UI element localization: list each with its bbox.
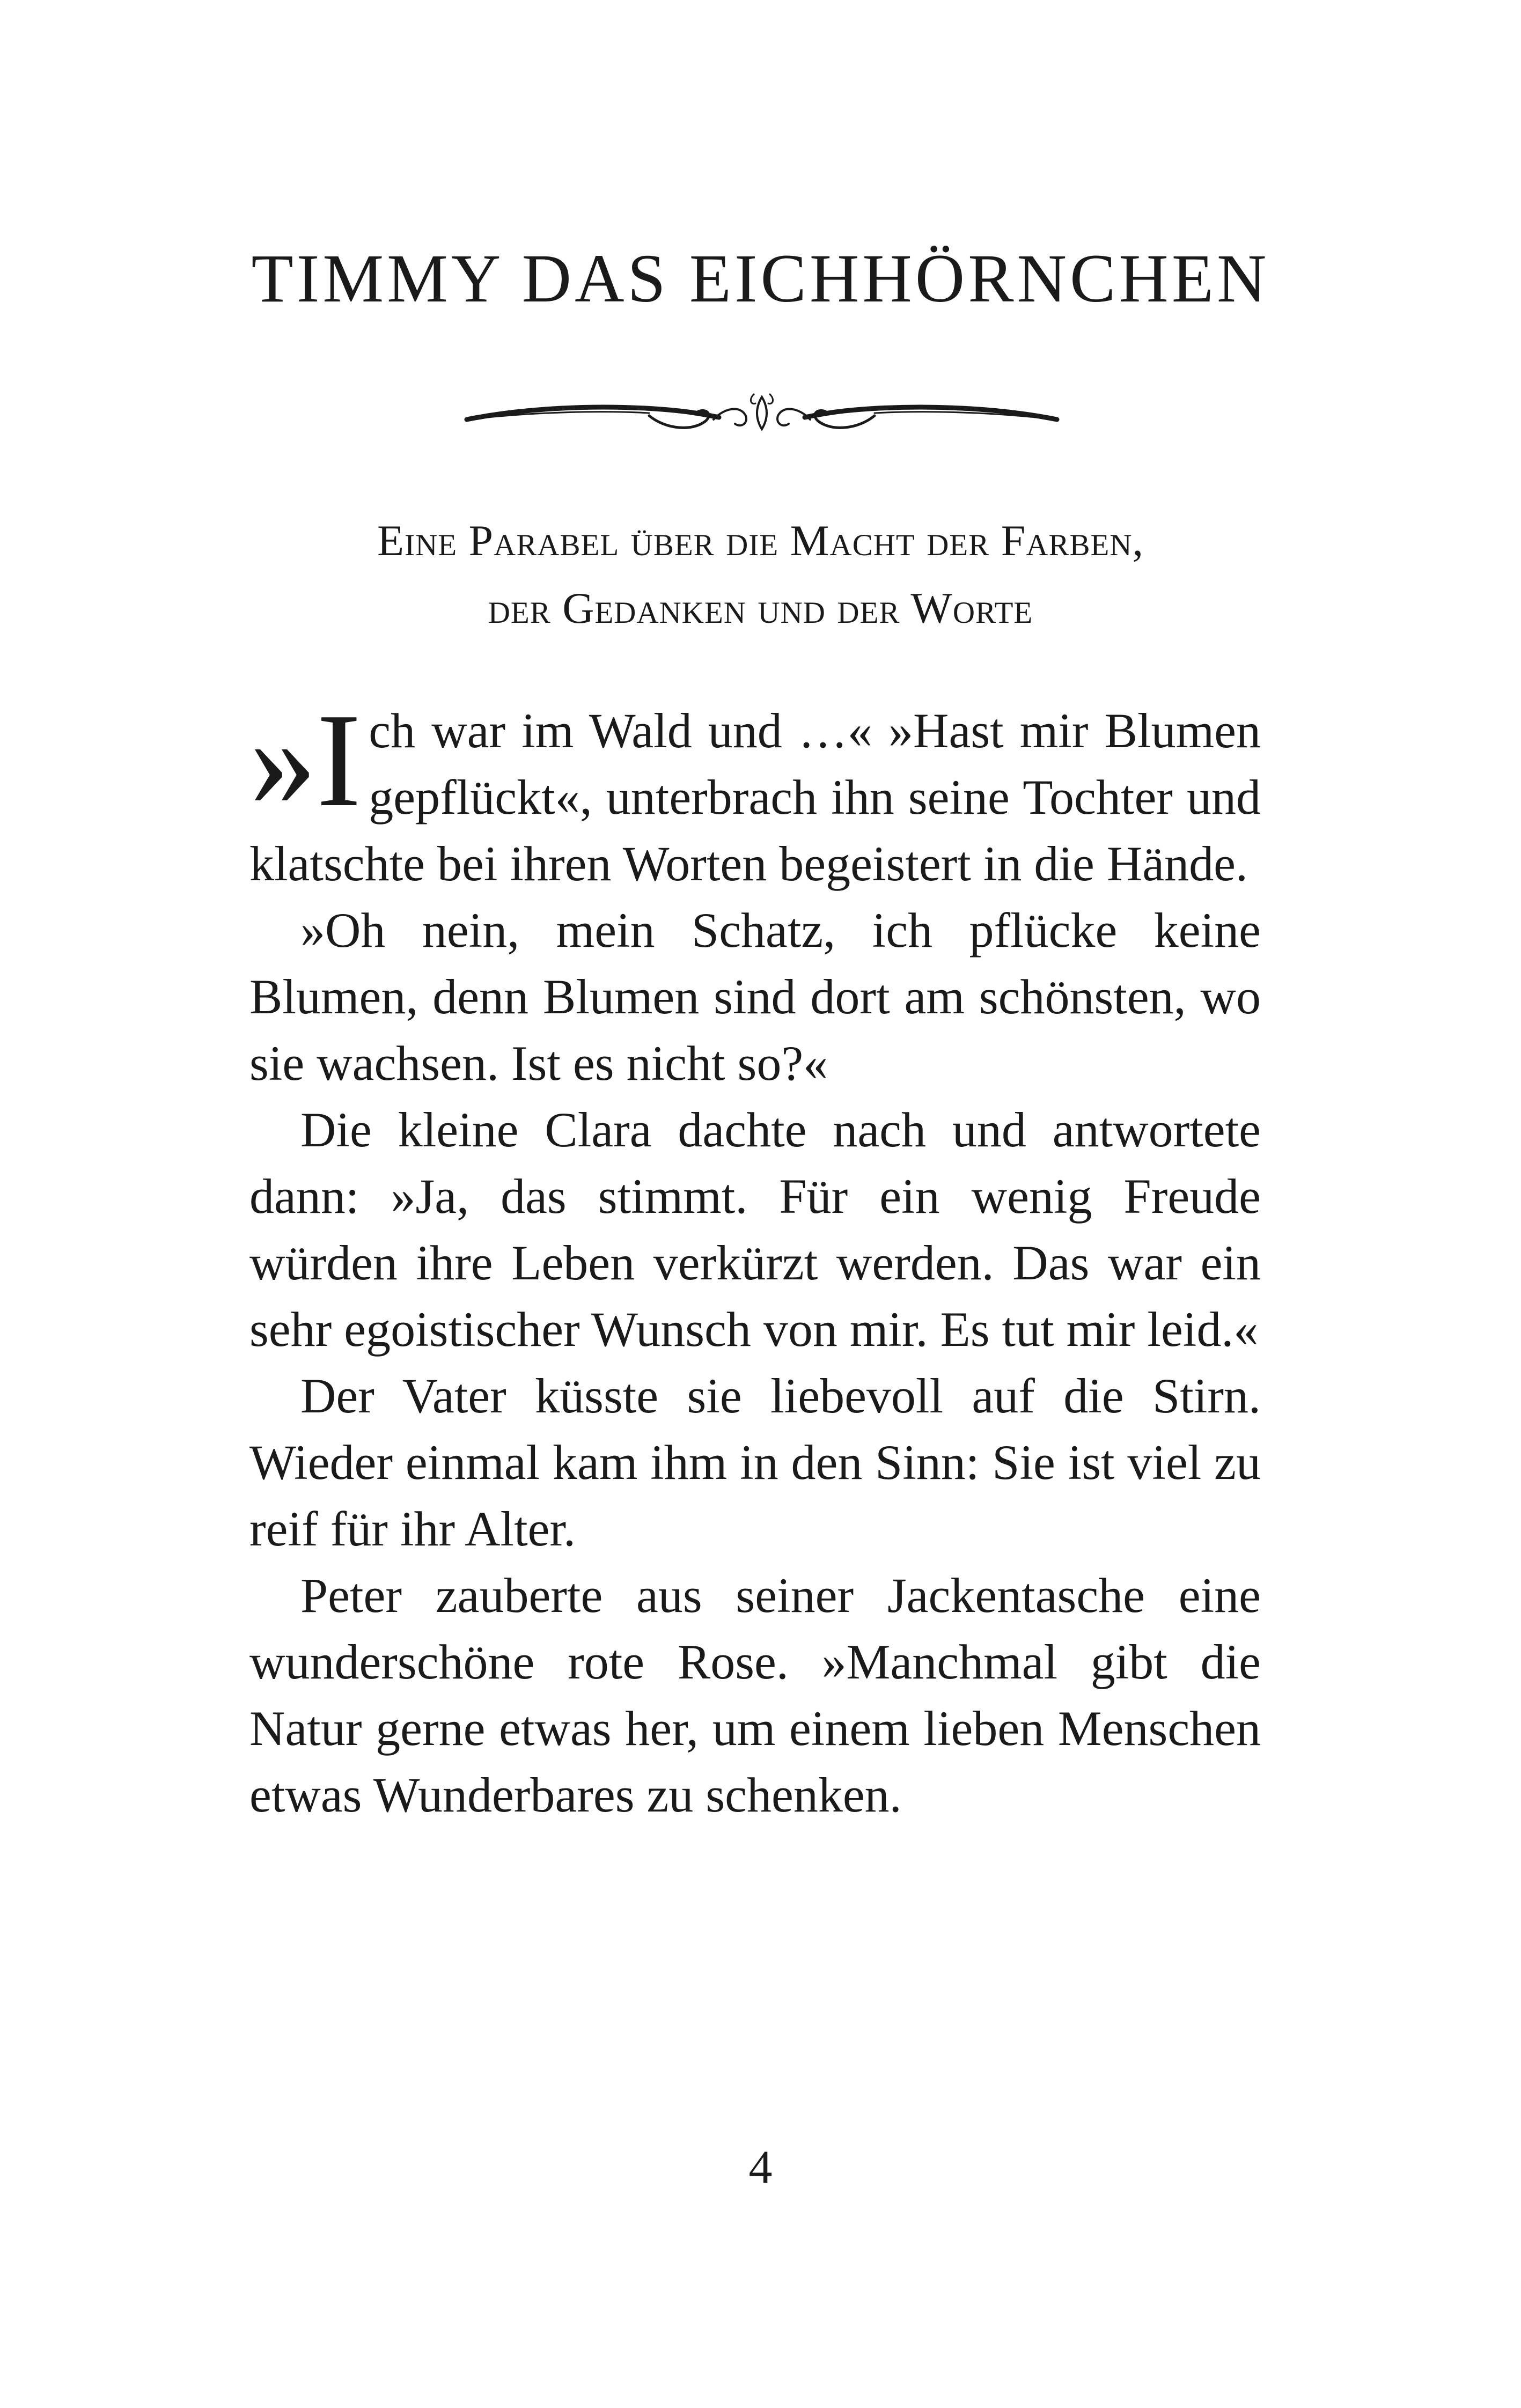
flourish-divider-icon [461, 386, 1062, 445]
subtitle-line-1: Eine Parabel über die Macht der Farben, [377, 516, 1144, 565]
paragraph-2: »Oh nein, mein Schatz, ich pflücke keine Blumen, denn Blumen sind dort am schönsten, wo sie wachsen. Ist es nicht so?« [249, 903, 1261, 1091]
paragraph-1 [249, 686, 1261, 897]
paragraph-5: Peter zauberte aus seiner Jackentasche eine wunderschöne rote Rose. »Manchmal gibt die Natur gerne etwas her, um einem lieben Menschen etwas Wunderbares zu schenken. [249, 1568, 1261, 1822]
chapter-title: TIMMY DAS EICHHÖRNCHEN [251, 240, 1270, 316]
paragraph-4: Der Vater küsste sie liebevoll auf die Stirn. Wieder einmal kam ihm in den Sinn: Sie ist viel zu reif für ihr Alter. [249, 1368, 1261, 1556]
subtitle-line-2: der Gedanken und der Worte [488, 584, 1033, 632]
paragraph-1-text: ch war im Wald und …« »Hast mir Blumen gepflückt«, unterbrach ihn seine Tochter und klatschte bei ihren Worten begeistert in die Hände. [249, 703, 1261, 891]
body-text [249, 686, 1261, 1828]
page-number: 4 [748, 2141, 773, 2193]
chapter-subtitle [0, 507, 1521, 642]
paragraph-3: Die kleine Clara dachte nach und antwortete dann: »Ja, das stimmt. Für ein wenig Freude würden ihre Leben verkürzt werden. Das war ein sehr egoistischer Wunsch von mir. Es tut mir leid.« [249, 1102, 1261, 1357]
drop-cap: »I [249, 686, 362, 835]
